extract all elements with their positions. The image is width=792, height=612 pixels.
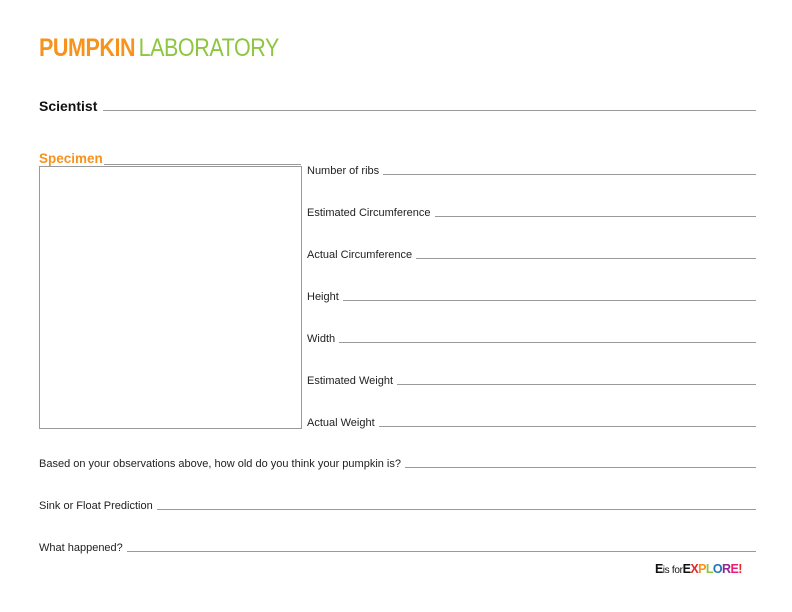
field-height[interactable] — [307, 291, 756, 303]
act-weight-label: Actual Weight — [307, 417, 375, 429]
est-circ-write-line[interactable] — [435, 215, 757, 217]
scientist-field[interactable] — [39, 98, 756, 114]
width-write-line[interactable] — [339, 341, 756, 343]
logo-letter: E — [730, 562, 739, 576]
logo-letter: X — [690, 562, 699, 576]
what-happened-label: What happened? — [39, 542, 123, 554]
height-label: Height — [307, 291, 339, 303]
logo-letter: O — [712, 562, 723, 576]
act-weight-write-line[interactable] — [379, 425, 756, 427]
scientist-label: Scientist — [39, 98, 98, 114]
ribs-label: Number of ribs — [307, 165, 380, 177]
what-happened-write-line[interactable] — [127, 550, 756, 552]
logo-is-for: is for — [662, 565, 683, 576]
field-estimated-circumference[interactable] — [307, 207, 756, 219]
title-pumpkin: PUMPKIN — [39, 34, 136, 62]
question-sink-float[interactable] — [39, 500, 756, 512]
logo-letter: E — [682, 562, 691, 576]
title-laboratory: LABORATORY — [138, 34, 279, 62]
est-circ-label: Estimated Circumference — [307, 207, 431, 219]
specimen-underline — [104, 164, 301, 165]
logo-letter: P — [698, 562, 706, 576]
question-pumpkin-age[interactable] — [39, 458, 756, 470]
est-weight-write-line[interactable] — [397, 383, 756, 385]
specimen-label: Specimen — [39, 151, 103, 166]
field-actual-circumference[interactable] — [307, 249, 756, 261]
field-estimated-weight[interactable] — [307, 375, 756, 387]
field-actual-weight[interactable] — [307, 417, 756, 429]
height-write-line[interactable] — [343, 299, 756, 301]
age-question-label: Based on your observations above, how old do you think your pumpkin is? — [39, 458, 401, 470]
field-width[interactable] — [307, 333, 756, 345]
ribs-write-line[interactable] — [383, 173, 756, 175]
question-what-happened[interactable] — [39, 542, 756, 554]
worksheet-title — [39, 34, 279, 63]
sink-float-label: Sink or Float Prediction — [39, 500, 153, 512]
e-is-for-explore-logo — [655, 562, 742, 576]
logo-letter: R — [722, 562, 731, 576]
width-label: Width — [307, 333, 336, 345]
logo-letter: ! — [738, 562, 742, 576]
logo-e: E — [655, 562, 663, 576]
field-number-of-ribs[interactable] — [307, 165, 756, 177]
scientist-write-line[interactable] — [103, 109, 756, 111]
age-write-line[interactable] — [405, 466, 756, 468]
logo-letter: L — [705, 562, 713, 576]
sink-float-write-line[interactable] — [157, 508, 756, 510]
act-circ-write-line[interactable] — [416, 257, 756, 259]
act-circ-label: Actual Circumference — [307, 249, 413, 261]
est-weight-label: Estimated Weight — [307, 375, 394, 387]
specimen-drawing-box[interactable] — [39, 166, 302, 429]
